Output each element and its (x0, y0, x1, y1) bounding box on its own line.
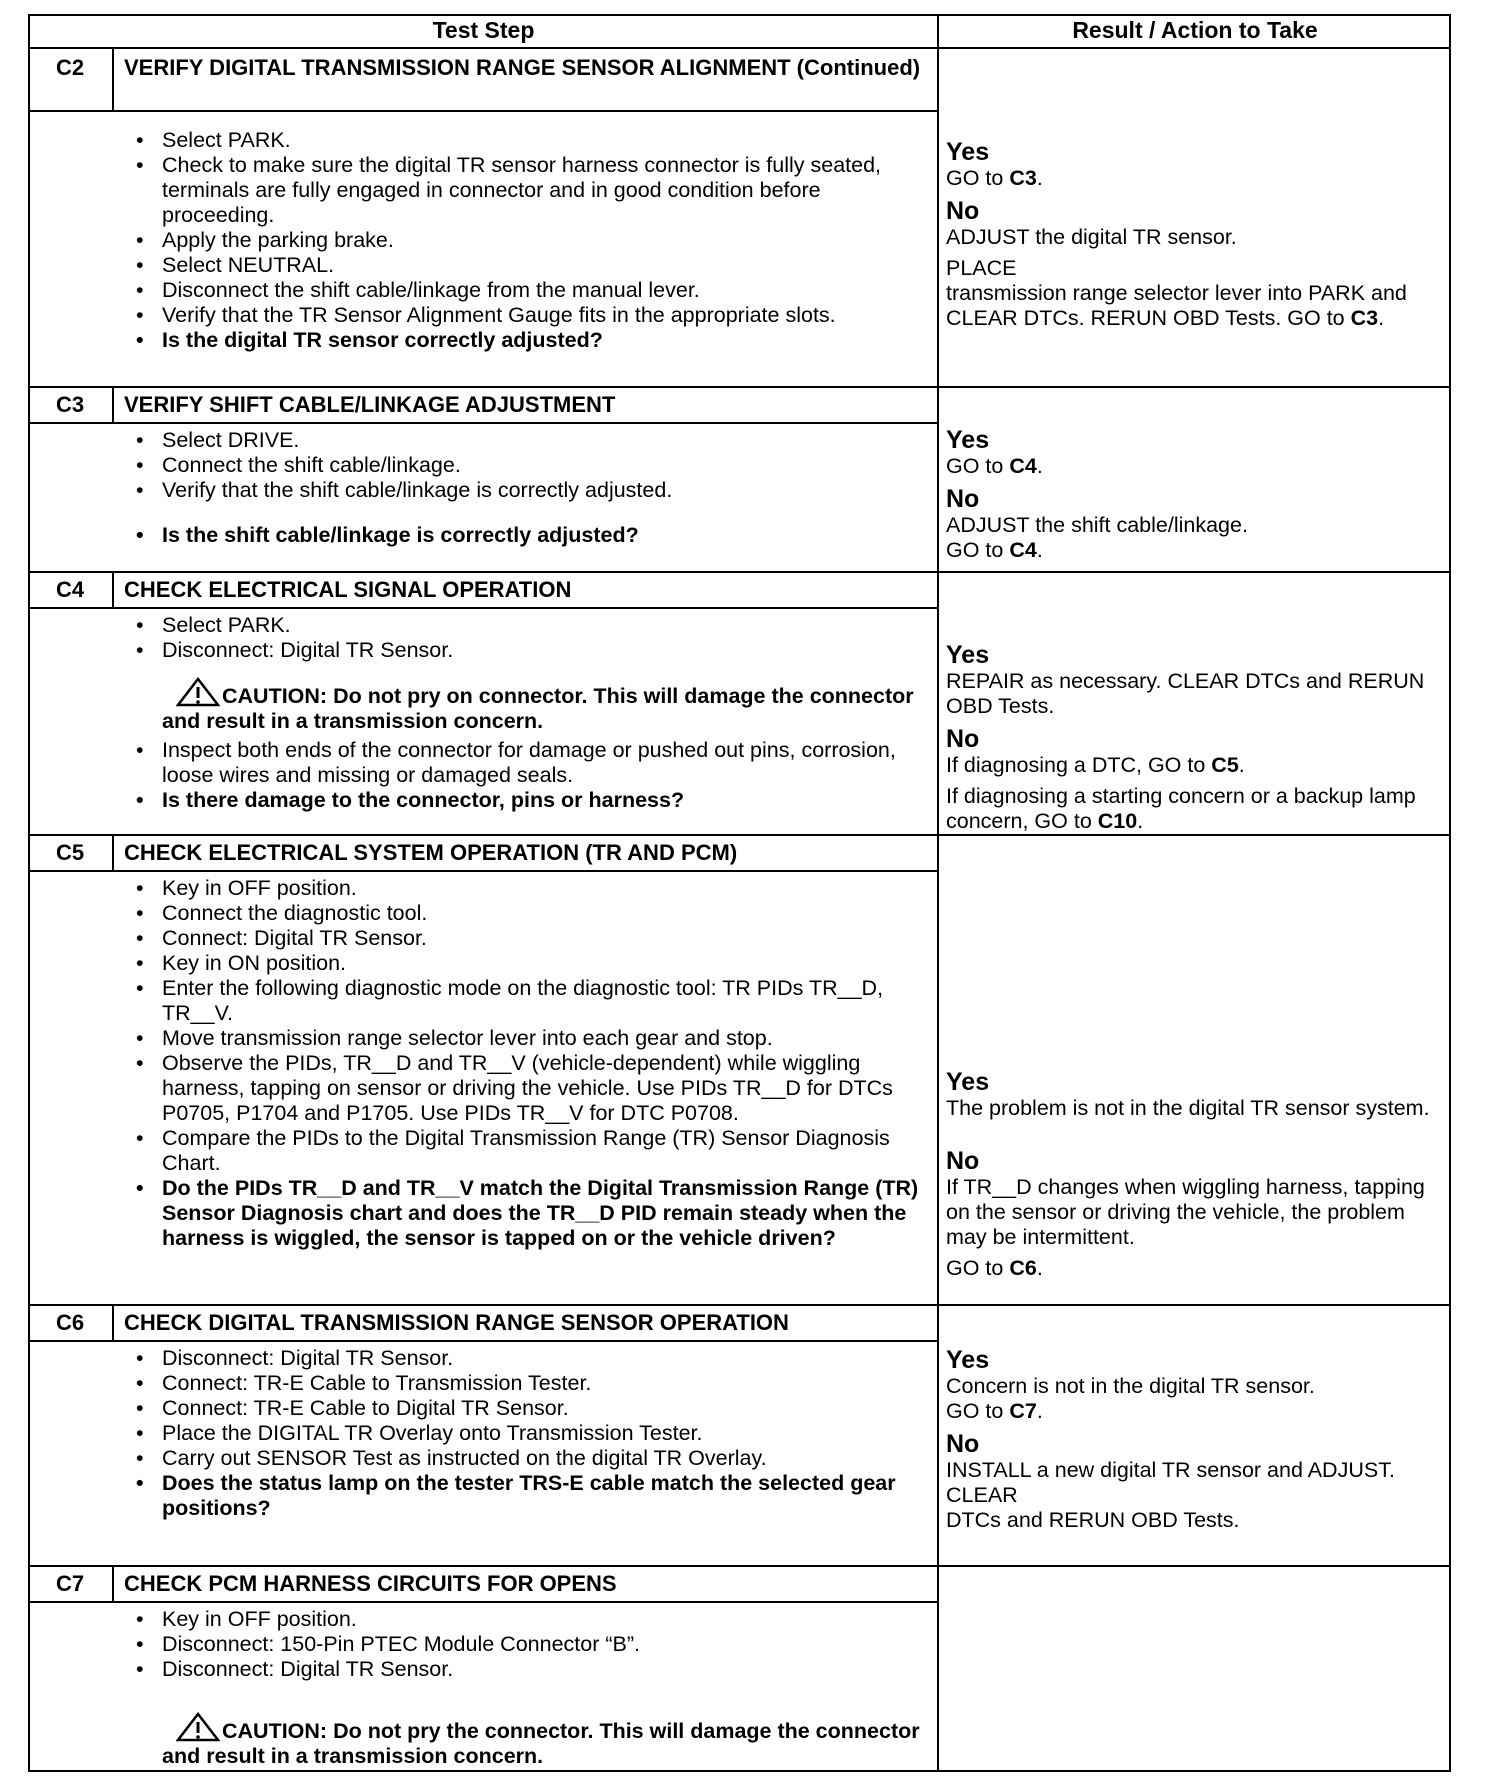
list-item: • Disconnect: Digital TR Sensor. (124, 638, 934, 663)
step-list-c7 (124, 1607, 934, 1773)
no-label: No (946, 1147, 980, 1175)
list-item: • Check to make sure the digital TR sensor harness connector is fully seated, terminals are fully engaged in connector and in good condition before proceeding. (124, 153, 934, 228)
list-item: • Connect: TR-E Cable to Digital TR Sensor. (124, 1396, 934, 1421)
id-divider (112, 387, 114, 422)
step-list-c5 (124, 876, 934, 1251)
no-ref: C3 (1350, 306, 1379, 330)
step-id-c2: C2 (55, 55, 85, 80)
list-item: • Disconnect: Digital TR Sensor. (124, 1657, 934, 1682)
list-item: • Key in OFF position. (124, 876, 934, 901)
step-id-c3: C3 (55, 392, 85, 417)
list-item: • Connect the shift cable/linkage. (124, 453, 934, 478)
yes-label: Yes (946, 1346, 990, 1374)
id-divider (112, 572, 114, 607)
diagnostic-table (28, 14, 1451, 1772)
list-item: • Disconnect: Digital TR Sensor. (124, 1346, 934, 1371)
no-action: If TR__D changes when wiggling harness, tapping on the sensor or driving the vehicle, the problem may be intermittent. (946, 1175, 1425, 1249)
list-item: • Enter the following diagnostic mode on the diagnostic tool: TR PIDs TR__D, TR__V. (124, 976, 934, 1026)
list-item: • Key in ON position. (124, 951, 934, 976)
no-action-2: GO to (946, 1256, 1004, 1280)
no-ref: C6 (1009, 1256, 1037, 1280)
yes-action: REPAIR as necessary. CLEAR DTCs and RERUN OBD Tests. (946, 669, 1425, 718)
caution-note (124, 677, 934, 734)
warning-triangle-icon (162, 677, 222, 707)
list-item: • Move transmission range selector lever into each gear and stop. (124, 1026, 934, 1051)
no-label: No (946, 197, 980, 225)
list-item: • Verify that the TR Sensor Alignment Gauge fits in the appropriate slots. (124, 303, 934, 328)
column-divider (937, 14, 939, 1772)
yes-ref: C4 (1009, 454, 1037, 478)
step-title-c5: CHECK ELECTRICAL SYSTEM OPERATION (TR AND PCM) (124, 840, 738, 865)
yes-action: GO to (946, 166, 1004, 190)
list-item: • Connect: TR-E Cable to Transmission Tester. (124, 1371, 934, 1396)
result-c3: Yes GO to C4. No ADJUST the shift cable/linkage. GO to C4. (946, 426, 1446, 563)
no-label: No (946, 725, 980, 753)
list-item: • Connect: Digital TR Sensor. (124, 926, 934, 951)
no-action: If diagnosing a DTC, GO to (946, 753, 1206, 777)
step-title-c7: CHECK PCM HARNESS CIRCUITS FOR OPENS (124, 1571, 617, 1596)
step-id-c7: C7 (55, 1571, 85, 1596)
step-list-c6 (124, 1346, 934, 1521)
title-divider (28, 110, 938, 112)
warning-triangle-icon (162, 1712, 222, 1742)
title-divider (28, 1601, 938, 1603)
yes-ref: C3 (1009, 166, 1037, 190)
list-item: • Select NEUTRAL. (124, 253, 934, 278)
step-title-c2: VERIFY DIGITAL TRANSMISSION RANGE SENSOR ALIGNMENT (Continued) (124, 55, 921, 80)
yes-label: Yes (946, 641, 990, 669)
step-list-c4 (124, 613, 934, 813)
question: • Is the shift cable/linkage is correctly adjusted? (124, 523, 934, 548)
title-divider (28, 607, 938, 609)
result-c6: Yes Concern is not in the digital TR sensor. GO to C7. No INSTALL a new digital TR sensor and ADJUST. CLEAR DTCs and RERUN OBD Tests. (946, 1346, 1446, 1533)
no-action: INSTALL a new digital TR sensor and ADJUST. (946, 1458, 1395, 1482)
yes-ref: C7 (1009, 1399, 1037, 1423)
no-action-3: DTCs and RERUN OBD Tests. (946, 1508, 1240, 1532)
question: • Is the digital TR sensor correctly adjusted? (124, 328, 934, 353)
step-id-c6: C6 (55, 1310, 85, 1335)
yes-action: The problem is not in the digital TR sensor system. (946, 1096, 1430, 1120)
yes-label: Yes (946, 426, 990, 454)
id-divider (112, 835, 114, 870)
no-action: ADJUST the shift cable/linkage. (946, 513, 1248, 537)
row-divider (28, 834, 1451, 836)
row-divider (28, 1565, 1451, 1567)
id-divider (112, 49, 114, 110)
result-c4: Yes REPAIR as necessary. CLEAR DTCs and RERUN OBD Tests. No If diagnosing a DTC, GO to C5. If diagnosing a starting concern or a backup lamp concern, GO to C10. (946, 641, 1446, 834)
step-id-c5: C5 (55, 840, 85, 865)
step-list-c3 (124, 428, 934, 548)
result-c2: Yes GO to C3. No ADJUST the digital TR sensor. PLACE transmission range selector lever into PARK and CLEAR DTCs. RERUN OBD Tests. GO to C3. (946, 138, 1446, 331)
no-label: No (946, 1430, 980, 1458)
result-c5: Yes The problem is not in the digital TR sensor system. No If TR__D changes when wiggling harness, tapping on the sensor or driving the vehicle, the problem may be intermittent. GO to C6. (946, 1068, 1446, 1281)
list-item: • Place the DIGITAL TR Overlay onto Transmission Tester. (124, 1421, 934, 1446)
yes-action: Concern is not in the digital TR sensor. (946, 1374, 1315, 1398)
row-divider (28, 571, 1451, 573)
list-item: • Observe the PIDs, TR__D and TR__V (vehicle-dependent) while wiggling harness, tapping on sensor or driving the vehicle. Use PIDs TR__D for DTCs P0705, P1704 and P1705. Use PIDs TR__V for DTC P0708. (124, 1051, 934, 1126)
list-item: • Compare the PIDs to the Digital Transmission Range (TR) Sensor Diagnosis Chart. (124, 1126, 934, 1176)
no-ref: C5 (1211, 753, 1239, 777)
list-item: • Select PARK. (124, 613, 934, 638)
yes-action: GO to (946, 454, 1004, 478)
no-action-2: CLEAR (946, 1483, 1018, 1507)
id-divider (112, 1566, 114, 1601)
no-action-2: GO to (946, 538, 1004, 562)
id-divider (112, 1305, 114, 1340)
row-divider (28, 1304, 1451, 1306)
list-item: • Disconnect the shift cable/linkage from the manual lever. (124, 278, 934, 303)
list-item: • Apply the parking brake. (124, 228, 934, 253)
yes-label: Yes (946, 138, 990, 166)
header-result-action: Result / Action to Take (939, 14, 1451, 49)
question: • Do the PIDs TR__D and TR__V match the Digital Transmission Range (TR) Sensor Diagnosis chart and does the TR__D PID remain steady when the harness is wiggled, the sensor is tapped on or the vehicle driven? (124, 1176, 934, 1251)
no-ref-2: C10 (1097, 809, 1138, 833)
step-title-c3: VERIFY SHIFT CABLE/LINKAGE ADJUSTMENT (124, 392, 616, 417)
title-divider (28, 1340, 938, 1342)
title-divider (28, 422, 938, 424)
no-ref: C4 (1009, 538, 1037, 562)
list-item: • Connect the diagnostic tool. (124, 901, 934, 926)
no-action-3: transmission range selector lever into PARK and CLEAR DTCs. RERUN OBD Tests. GO to (946, 281, 1407, 330)
header-test-step: Test Step (28, 14, 939, 49)
no-action-2: If diagnosing a starting concern or a backup lamp concern, GO to (946, 784, 1416, 833)
no-action-2: PLACE (946, 256, 1017, 280)
list-item: • Select PARK. (124, 128, 934, 153)
step-list-c2 (124, 128, 934, 353)
list-item: • Inspect both ends of the connector for damage or pushed out pins, corrosion, loose wires and missing or damaged seals. (124, 738, 934, 788)
yes-action-2: GO to (946, 1399, 1004, 1423)
no-label: No (946, 485, 980, 513)
title-divider (28, 870, 938, 872)
list-item: • Select DRIVE. (124, 428, 934, 453)
yes-label: Yes (946, 1068, 990, 1096)
question: • Is there damage to the connector, pins or harness? (124, 788, 934, 813)
caution-text: CAUTION: Do not pry the connector. This will damage the connector and result in a transmission concern. (162, 1719, 920, 1768)
list-item: • Disconnect: 150-Pin PTEC Module Connector “B”. (124, 1632, 934, 1657)
caution-note (124, 1712, 934, 1769)
caution-text: CAUTION: Do not pry on connector. This will damage the connector and result in a transmission concern. (162, 684, 914, 733)
list-item: • Carry out SENSOR Test as instructed on the digital TR Overlay. (124, 1446, 934, 1471)
question: • Does the status lamp on the tester TRS-E cable match the selected gear positions? (124, 1471, 934, 1521)
list-item: • Verify that the shift cable/linkage is correctly adjusted. (124, 478, 934, 503)
list-item: • Key in OFF position. (124, 1607, 934, 1632)
no-action: ADJUST the digital TR sensor. (946, 225, 1237, 249)
step-id-c4: C4 (55, 577, 85, 602)
step-title-c6: CHECK DIGITAL TRANSMISSION RANGE SENSOR OPERATION (124, 1310, 789, 1335)
step-title-c4: CHECK ELECTRICAL SIGNAL OPERATION (124, 577, 572, 602)
row-divider (28, 386, 1451, 388)
